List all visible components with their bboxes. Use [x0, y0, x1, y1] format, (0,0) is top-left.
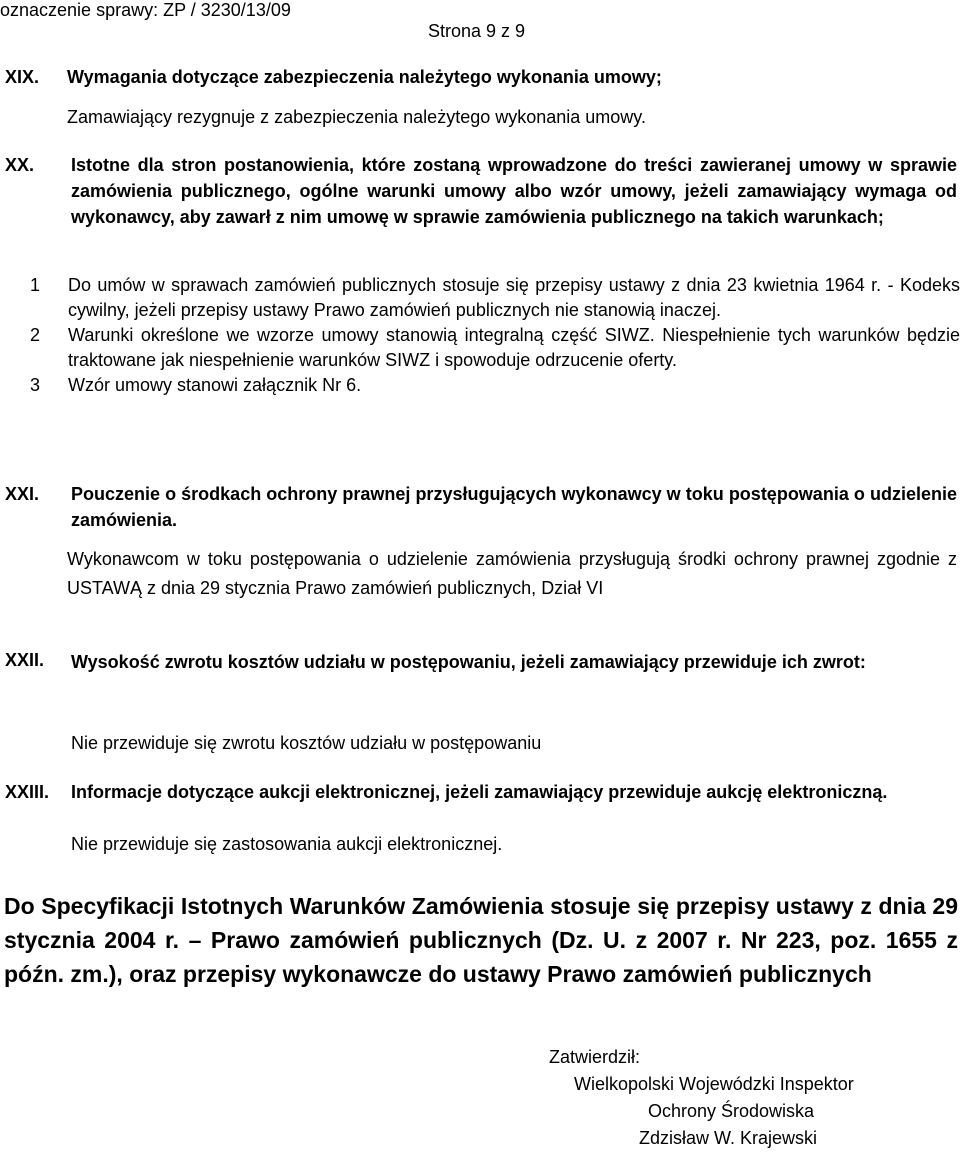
section-21-title: Pouczenie o środkach ochrony prawnej przysługujących wykonawcy w toku postępowania o udzielenie zamówienia.	[71, 484, 957, 530]
list-item-number: 3	[30, 375, 41, 395]
list-item	[30, 373, 960, 398]
case-reference: oznaczenie sprawy: ZP / 3230/13/09	[0, 0, 291, 20]
list-item-text: Warunki określone we wzorze umowy stanowią integralną część SIWZ. Niespełnienie tych warunków będzie traktowane jak niespełnienie warunków SIWZ i spowoduje odrzucenie oferty.	[68, 325, 960, 370]
list-item-text: Do umów w sprawach zamówień publicznych stosuje się przepisy ustawy z dnia 23 kwietnia 1964 r. - Kodeks cywilny, jeżeli przepisy ustawy Prawo zamówień publicznych nie stanowią inaczej.	[68, 275, 960, 320]
section-19-number: XIX.	[5, 67, 40, 87]
page-number: Strona 9 z 9	[428, 21, 526, 41]
list-item-text: Wzór umowy stanowi załącznik Nr 6.	[68, 375, 362, 395]
section-23-text: Nie przewiduje się zastosowania aukcji elektronicznej.	[71, 834, 503, 854]
signature-title-line1: Wielkopolski Wojewódzki Inspektor	[574, 1074, 854, 1094]
section-23-number: XXIII.	[5, 782, 50, 802]
section-21-number: XXI.	[5, 484, 40, 504]
section-22-title: Wysokość zwrotu kosztów udziału w postępowaniu, jeżeli zamawiający przewiduje ich zwrot:	[71, 652, 866, 672]
section-20-number: XX.	[5, 155, 35, 175]
signature-name: Zdzisław W. Krajewski	[639, 1128, 818, 1148]
section-19-title: Wymagania dotyczące zabezpieczenia należytego wykonania umowy;	[67, 67, 662, 87]
signature-title-line2: Ochrony Środowiska	[648, 1101, 815, 1121]
section-19-text: Zamawiający rezygnuje z zabezpieczenia należytego wykonania umowy.	[67, 107, 646, 127]
list-item-number: 1	[30, 275, 41, 295]
list-item-number: 2	[30, 325, 41, 345]
section-20-title: Istotne dla stron postanowienia, które zostaną wprowadzone do treści zawieranej umowy w sprawie zamówienia publicznego, ogólne warunki umowy albo wzór umowy, jeżeli zamawiający wymaga od wykonawcy, aby zawarł z nim umowę w sprawie zamówienia publicznego na takich warunkach;	[71, 155, 957, 227]
list-item	[30, 273, 960, 323]
list-item	[30, 323, 960, 373]
section-21-text: Wykonawcom w toku postępowania o udzielenie zamówienia przysługują środki ochrony prawnej zgodnie z USTAWĄ z dnia 29 stycznia Prawo zamówień publicznych, Dział VI	[67, 549, 957, 598]
section-20-list	[30, 273, 960, 398]
section-22-number: XXII.	[5, 650, 45, 670]
signature-label: Zatwierdził:	[549, 1047, 641, 1067]
final-statement: Do Specyfikacji Istotnych Warunków Zamówienia stosuje się przepisy ustawy z dnia 29 stycznia 2004 r. – Prawo zamówień publicznych (Dz. U. z 2007 r. Nr 223, poz. 1655 z późn. zm.), oraz przepisy wykonawcze do ustawy Prawo zamówień publicznych	[4, 893, 958, 987]
section-23-title: Informacje dotyczące aukcji elektronicznej, jeżeli zamawiający przewiduje aukcję elektroniczną.	[71, 782, 888, 802]
section-22-text: Nie przewiduje się zwrotu kosztów udziału w postępowaniu	[71, 733, 542, 753]
